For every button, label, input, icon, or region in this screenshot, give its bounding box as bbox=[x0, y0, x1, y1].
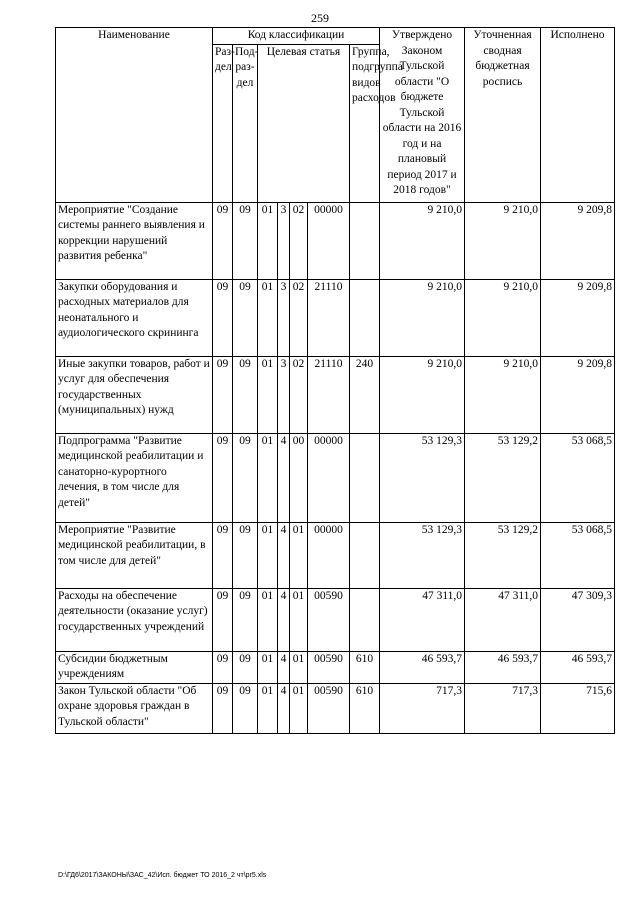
table-row bbox=[56, 651, 615, 683]
cell-c3: 01 bbox=[290, 683, 308, 733]
cell-c3: 00 bbox=[290, 433, 308, 522]
header-executed: Исполнено bbox=[541, 28, 615, 203]
cell-executed: 46 593,7 bbox=[541, 651, 615, 683]
header-razdel: Раз-дел bbox=[213, 44, 233, 202]
cell-c2: 3 bbox=[278, 279, 290, 356]
cell-vid: 610 bbox=[350, 683, 380, 733]
cell-c4: 00000 bbox=[308, 202, 350, 279]
cell-approved: 9 210,0 bbox=[380, 202, 465, 279]
cell-vid bbox=[350, 202, 380, 279]
cell-vid bbox=[350, 588, 380, 651]
cell-refined: 46 593,7 bbox=[465, 651, 541, 683]
cell-podrazdel: 09 bbox=[233, 202, 258, 279]
cell-c1: 01 bbox=[258, 356, 278, 433]
cell-approved: 47 311,0 bbox=[380, 588, 465, 651]
header-vid: Группа, подгруппа видов расходов bbox=[350, 44, 380, 202]
table-row bbox=[56, 683, 615, 733]
cell-refined: 717,3 bbox=[465, 683, 541, 733]
cell-refined: 53 129,2 bbox=[465, 433, 541, 522]
cell-approved: 53 129,3 bbox=[380, 433, 465, 522]
cell-c1: 01 bbox=[258, 279, 278, 356]
cell-c3: 02 bbox=[290, 202, 308, 279]
footer-file-path: D:\ГД6\2017\ЗАКОНЫ\ЗАС_42\Исп. бюджет ТО 2016_2 чт\pr5.xls bbox=[58, 872, 267, 879]
cell-executed: 9 209,8 bbox=[541, 202, 615, 279]
cell-c3: 02 bbox=[290, 356, 308, 433]
cell-c4: 00590 bbox=[308, 651, 350, 683]
cell-c2: 4 bbox=[278, 588, 290, 651]
cell-podrazdel: 09 bbox=[233, 651, 258, 683]
cell-razdel: 09 bbox=[213, 279, 233, 356]
cell-approved: 9 210,0 bbox=[380, 356, 465, 433]
cell-vid: 610 bbox=[350, 651, 380, 683]
cell-c1: 01 bbox=[258, 683, 278, 733]
cell-c2: 3 bbox=[278, 202, 290, 279]
header-podrazdel: Под-раз-дел bbox=[233, 44, 258, 202]
cell-refined: 47 311,0 bbox=[465, 588, 541, 651]
cell-name: Закупки оборудования и расходных материалов для неонатального и аудиологического скрининга bbox=[56, 279, 213, 356]
cell-razdel: 09 bbox=[213, 683, 233, 733]
cell-name: Иные закупки товаров, работ и услуг для обеспечения государственных (муниципальных) нужд bbox=[56, 356, 213, 433]
cell-c4: 00590 bbox=[308, 683, 350, 733]
cell-name: Субсидии бюджетным учреждениям bbox=[56, 651, 213, 683]
header-name: Наименование bbox=[56, 28, 213, 203]
cell-podrazdel: 09 bbox=[233, 356, 258, 433]
table-row bbox=[56, 356, 615, 433]
table-row bbox=[56, 433, 615, 522]
cell-vid bbox=[350, 279, 380, 356]
cell-c2: 4 bbox=[278, 522, 290, 588]
budget-table bbox=[55, 27, 615, 734]
cell-c1: 01 bbox=[258, 651, 278, 683]
cell-refined: 53 129,2 bbox=[465, 522, 541, 588]
header-approved: Утверждено Законом Тульской области "О бюджете Тульской области на 2016 год и на плановый период 2017 и 2018 годов" bbox=[380, 28, 465, 203]
cell-name: Расходы на обеспечение деятельности (оказание услуг) государственных учреждений bbox=[56, 588, 213, 651]
cell-refined: 9 210,0 bbox=[465, 356, 541, 433]
cell-name: Подпрограмма "Развитие медицинской реабилитации и санаторно-курортного лечения, в том числе для детей" bbox=[56, 433, 213, 522]
cell-executed: 9 209,8 bbox=[541, 279, 615, 356]
cell-razdel: 09 bbox=[213, 651, 233, 683]
cell-c3: 01 bbox=[290, 588, 308, 651]
cell-approved: 9 210,0 bbox=[380, 279, 465, 356]
cell-approved: 53 129,3 bbox=[380, 522, 465, 588]
cell-razdel: 09 bbox=[213, 433, 233, 522]
cell-refined: 9 210,0 bbox=[465, 279, 541, 356]
table-row bbox=[56, 202, 615, 279]
cell-podrazdel: 09 bbox=[233, 588, 258, 651]
cell-executed: 9 209,8 bbox=[541, 356, 615, 433]
cell-razdel: 09 bbox=[213, 202, 233, 279]
header-target: Целевая статья bbox=[258, 44, 350, 202]
header-refined: Уточненная сводная бюджетная роспись bbox=[465, 28, 541, 203]
cell-podrazdel: 09 bbox=[233, 683, 258, 733]
cell-c2: 3 bbox=[278, 356, 290, 433]
cell-executed: 53 068,5 bbox=[541, 522, 615, 588]
cell-name: Мероприятие "Развитие медицинской реабилитации, в том числе для детей" bbox=[56, 522, 213, 588]
cell-name: Мероприятие "Создание системы раннего выявления и коррекции нарушений развития ребенка" bbox=[56, 202, 213, 279]
cell-podrazdel: 09 bbox=[233, 522, 258, 588]
cell-podrazdel: 09 bbox=[233, 279, 258, 356]
cell-c3: 02 bbox=[290, 279, 308, 356]
cell-approved: 717,3 bbox=[380, 683, 465, 733]
cell-c4: 21110 bbox=[308, 356, 350, 433]
cell-vid: 240 bbox=[350, 356, 380, 433]
table-row bbox=[56, 279, 615, 356]
cell-executed: 715,6 bbox=[541, 683, 615, 733]
cell-c1: 01 bbox=[258, 433, 278, 522]
cell-podrazdel: 09 bbox=[233, 433, 258, 522]
cell-c2: 4 bbox=[278, 651, 290, 683]
cell-approved: 46 593,7 bbox=[380, 651, 465, 683]
cell-razdel: 09 bbox=[213, 356, 233, 433]
cell-executed: 47 309,3 bbox=[541, 588, 615, 651]
cell-razdel: 09 bbox=[213, 588, 233, 651]
header-code-group: Код классификации bbox=[213, 28, 380, 45]
cell-c1: 01 bbox=[258, 202, 278, 279]
cell-c1: 01 bbox=[258, 588, 278, 651]
cell-vid bbox=[350, 433, 380, 522]
cell-c4: 21110 bbox=[308, 279, 350, 356]
cell-c2: 4 bbox=[278, 683, 290, 733]
page-number: 259 bbox=[311, 11, 329, 25]
cell-c3: 01 bbox=[290, 651, 308, 683]
cell-c4: 00000 bbox=[308, 433, 350, 522]
cell-razdel: 09 bbox=[213, 522, 233, 588]
cell-refined: 9 210,0 bbox=[465, 202, 541, 279]
cell-c3: 01 bbox=[290, 522, 308, 588]
cell-name: Закон Тульской области "Об охране здоровья граждан в Тульской области" bbox=[56, 683, 213, 733]
table-row bbox=[56, 522, 615, 588]
cell-vid bbox=[350, 522, 380, 588]
cell-c2: 4 bbox=[278, 433, 290, 522]
cell-c1: 01 bbox=[258, 522, 278, 588]
cell-executed: 53 068,5 bbox=[541, 433, 615, 522]
table-row bbox=[56, 588, 615, 651]
cell-c4: 00590 bbox=[308, 588, 350, 651]
cell-c4: 00000 bbox=[308, 522, 350, 588]
